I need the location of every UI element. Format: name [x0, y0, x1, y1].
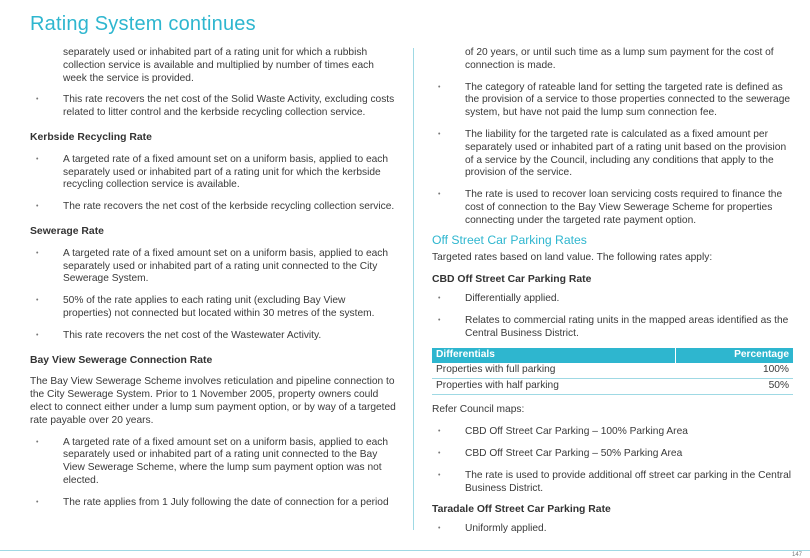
table-row	[432, 379, 793, 395]
list-item	[30, 330, 396, 343]
table-cell: 100%	[675, 363, 793, 379]
taradale-heading: Taradale Off Street Car Parking Rate	[432, 504, 611, 516]
bullet-icon: •	[438, 130, 441, 138]
bullet-icon: •	[36, 203, 39, 211]
column-divider	[413, 48, 414, 530]
bullet-icon: •	[438, 471, 441, 479]
bullet-text: CBD Off Street Car Parking – 50% Parking Area	[465, 447, 683, 459]
bullet-icon: •	[36, 498, 39, 506]
bullet-icon: •	[438, 525, 441, 533]
bayview-paragraph: The Bay View Sewerage Scheme involves reticulation and pipeline connection to the City Sewerage System. Prior to 1 November 2005, property owners could elect to connect either under a lump sum payment option, or by way of a targeted rate payable over 20 years.	[30, 376, 396, 426]
maps-intro: Refer Council maps:	[432, 404, 525, 416]
list-item	[30, 437, 396, 488]
list-item	[432, 523, 792, 536]
bullet-icon: •	[36, 438, 39, 446]
bullet-icon: •	[438, 83, 441, 91]
bayview-heading: Bay View Sewerage Connection Rate	[30, 354, 213, 366]
cbd-heading: CBD Off Street Car Parking Rate	[432, 274, 592, 286]
kerbside-heading: Kerbside Recycling Rate	[30, 131, 152, 143]
bullet-icon: •	[438, 294, 441, 302]
bullet-icon: •	[36, 155, 39, 163]
bullet-text: The rate is used to recover loan servicing costs required to finance the cost of connection to the Bay View Sewerage Scheme for properties connecting under the targeted rate payment option.	[465, 189, 783, 226]
parking-heading: Off Street Car Parking Rates	[432, 232, 587, 247]
bullet-text: The rate recovers the net cost of the kerbside recycling collection service.	[63, 201, 395, 213]
bullet-icon: •	[36, 297, 39, 305]
bullet-icon: •	[438, 191, 441, 199]
table-header-row	[432, 348, 793, 363]
list-item	[432, 315, 792, 341]
bullet-icon: •	[438, 428, 441, 436]
list-item	[432, 129, 792, 180]
bullet-text: Relates to commercial rating units in the mapped areas identified as the Central Business District.	[465, 314, 789, 339]
bullet-icon: •	[36, 96, 39, 104]
differentials-table	[432, 348, 793, 395]
page-number: 147	[791, 552, 802, 558]
page-title: Rating System continues	[30, 13, 256, 35]
list-item	[30, 201, 396, 214]
bullet-text: Differentially applied.	[465, 292, 560, 304]
bullet-text: A targeted rate of a fixed amount set on a uniform basis, applied to each separately used or inhabited part of a rating unit for which the kerbside recycling collection service is available.	[63, 153, 389, 191]
bullet-icon: •	[438, 316, 441, 324]
bullet-text: The rate is used to provide additional off street car parking in the Central Business District.	[465, 469, 791, 494]
right-column	[432, 47, 792, 536]
bullet-text: The rate applies from 1 July following the date of connection for a period	[63, 496, 389, 508]
list-item	[432, 448, 792, 461]
list-item	[432, 470, 792, 496]
list-item	[432, 189, 792, 227]
table-cell: Properties with full parking	[432, 363, 675, 379]
header-differentials: Differentials	[432, 348, 675, 363]
bullet-text: The category of rateable land for setting the targeted rate is defined as the provision of a service to those properties connected to the sewerage system, but have not paid the lump sum connection fee.	[465, 81, 791, 119]
table-cell: 50%	[675, 379, 793, 395]
list-item	[432, 426, 792, 439]
continued-text: separately used or inhabited part of a rating unit for which a rubbish collection service is available and multiplied by number of times each week the service is provided.	[63, 47, 374, 84]
list-item	[30, 154, 396, 192]
bullet-text: This rate recovers the net cost of the Wastewater Activity.	[63, 329, 322, 341]
continued-text: of 20 years, or until such time as a lump sum payment for the cost of connection is made.	[465, 47, 774, 71]
left-column	[30, 47, 396, 510]
list-item	[30, 497, 396, 510]
sewerage-heading: Sewerage Rate	[30, 225, 104, 237]
table-cell: Properties with half parking	[432, 379, 675, 395]
list-item	[30, 295, 396, 321]
list-item	[30, 94, 396, 120]
table-row	[432, 363, 793, 379]
bullet-icon: •	[36, 249, 39, 257]
bullet-icon: •	[36, 331, 39, 339]
bottom-rule	[0, 550, 810, 551]
bullet-text: Uniformly applied.	[465, 523, 547, 535]
bullet-icon: •	[438, 449, 441, 457]
parking-intro: Targeted rates based on land value. The following rates apply:	[432, 252, 713, 264]
bullet-text: 50% of the rate applies to each rating unit (excluding Bay View properties) not connected but located within 30 metres of the system.	[63, 295, 375, 319]
header-percentage: Percentage	[675, 348, 793, 363]
bullet-text: This rate recovers the net cost of the Solid Waste Activity, excluding costs related to litter control and the kerbside recycling collection service.	[63, 94, 395, 119]
list-item	[432, 82, 792, 120]
bullet-text: CBD Off Street Car Parking – 100% Parking Area	[465, 426, 688, 438]
bullet-text: A targeted rate of a fixed amount set on a uniform basis, applied to each separately used or inhabited part of a rating unit connected to the Bay View Sewerage Scheme, where the lump sum payment option was not elected.	[63, 436, 389, 486]
list-item	[30, 248, 396, 286]
bullet-text: A targeted rate of a fixed amount set on a uniform basis, applied to each separately used or inhabited part of a rating unit connected to the City Sewerage System.	[63, 247, 389, 285]
list-item	[432, 293, 792, 306]
bullet-text: The liability for the targeted rate is calculated as a fixed amount per separately used or inhabited part of a rating unit based on the provision of a service by the Council, including any conditions that apply to the provision of the service.	[465, 128, 787, 179]
